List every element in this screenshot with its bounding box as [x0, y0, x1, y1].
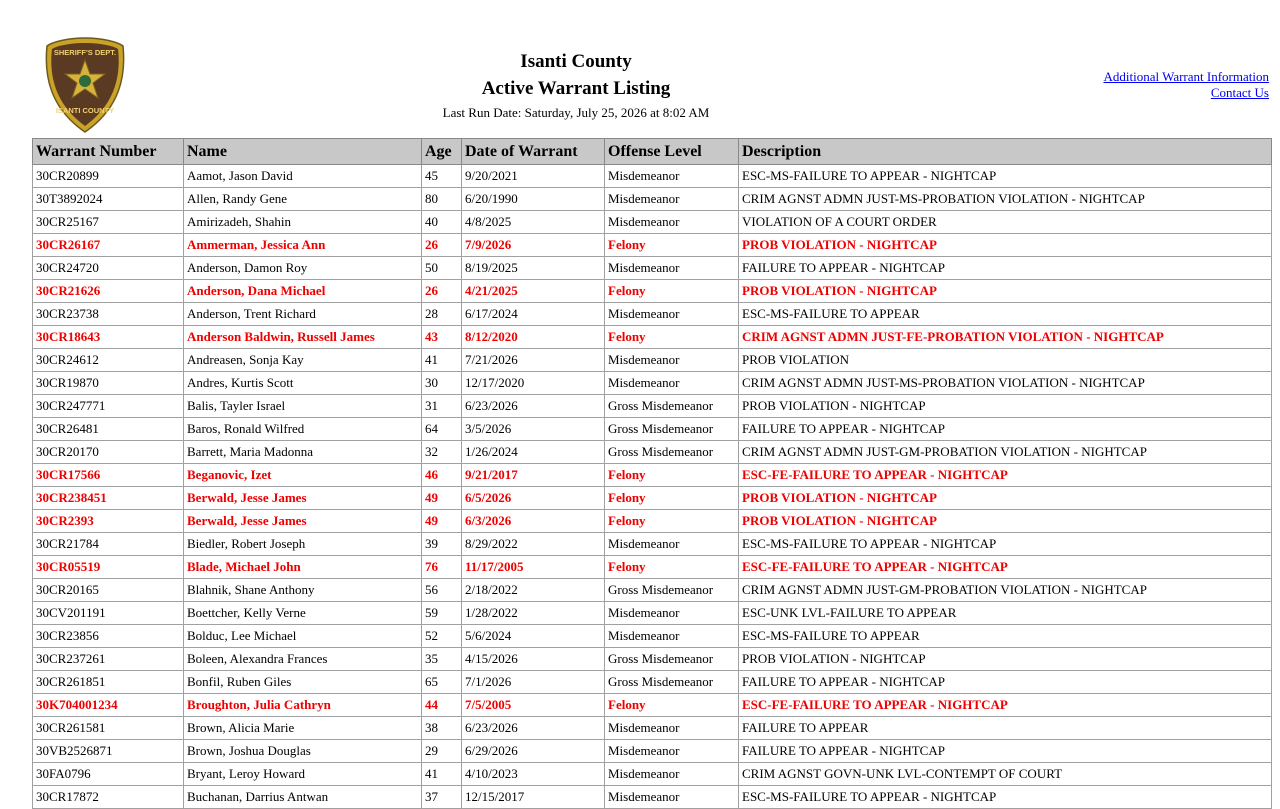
warrant-number-cell: 30CR25167 [33, 211, 184, 234]
offense-level-cell: Felony [605, 280, 739, 303]
additional-warrant-info-link[interactable]: Additional Warrant Information [1103, 69, 1269, 84]
warrant-number-cell: 30CV201191 [33, 602, 184, 625]
warrant-number-cell: 30CR247771 [33, 395, 184, 418]
description-cell: ESC-MS-FAILURE TO APPEAR - NIGHTCAP [739, 533, 1272, 556]
date-of-warrant-cell: 4/10/2023 [462, 763, 605, 786]
offense-level-cell: Gross Misdemeanor [605, 579, 739, 602]
offense-level-cell: Misdemeanor [605, 786, 739, 809]
offense-level-cell: Gross Misdemeanor [605, 671, 739, 694]
name-cell: Anderson Baldwin, Russell James [184, 326, 422, 349]
warrant-number-cell: 30CR18643 [33, 326, 184, 349]
offense-level-cell: Misdemeanor [605, 257, 739, 280]
column-header-date-of-warrant: Date of Warrant [462, 139, 605, 165]
description-cell: FAILURE TO APPEAR [739, 717, 1272, 740]
offense-level-cell: Felony [605, 234, 739, 257]
offense-level-cell: Felony [605, 556, 739, 579]
date-of-warrant-cell: 8/12/2020 [462, 326, 605, 349]
name-cell: Allen, Randy Gene [184, 188, 422, 211]
date-of-warrant-cell: 12/15/2017 [462, 786, 605, 809]
name-cell: Boleen, Alexandra Frances [184, 648, 422, 671]
column-header-name: Name [184, 139, 422, 165]
name-cell: Broughton, Julia Cathryn [184, 694, 422, 717]
header-links [1103, 69, 1269, 101]
offense-level-cell: Misdemeanor [605, 372, 739, 395]
description-cell: FAILURE TO APPEAR - NIGHTCAP [739, 671, 1272, 694]
description-cell: CRIM AGNST GOVN-UNK LVL-CONTEMPT OF COURT [739, 763, 1272, 786]
age-cell: 49 [422, 510, 462, 533]
name-cell: Brown, Alicia Marie [184, 717, 422, 740]
offense-level-cell: Misdemeanor [605, 740, 739, 763]
description-cell: ESC-FE-FAILURE TO APPEAR - NIGHTCAP [739, 464, 1272, 487]
table-row [33, 487, 1272, 510]
table-row [33, 280, 1272, 303]
description-cell: PROB VIOLATION - NIGHTCAP [739, 234, 1272, 257]
age-cell: 41 [422, 349, 462, 372]
offense-level-cell: Misdemeanor [605, 717, 739, 740]
name-cell: Bolduc, Lee Michael [184, 625, 422, 648]
offense-level-cell: Gross Misdemeanor [605, 418, 739, 441]
offense-level-cell: Gross Misdemeanor [605, 648, 739, 671]
page-title: Active Warrant Listing [481, 78, 671, 99]
svg-text:SHERIFF'S DEPT.: SHERIFF'S DEPT. [53, 48, 117, 57]
name-cell: Buchanan, Darrius Antwan [184, 786, 422, 809]
warrant-number-cell: 30CR261581 [33, 717, 184, 740]
description-cell: ESC-MS-FAILURE TO APPEAR - NIGHTCAP [739, 165, 1272, 188]
date-of-warrant-cell: 6/23/2026 [462, 717, 605, 740]
table-row [33, 441, 1272, 464]
warrant-number-cell: 30CR237261 [33, 648, 184, 671]
table-row [33, 556, 1272, 579]
description-cell: PROB VIOLATION - NIGHTCAP [739, 487, 1272, 510]
offense-level-cell: Misdemeanor [605, 533, 739, 556]
age-cell: 37 [422, 786, 462, 809]
offense-level-cell: Misdemeanor [605, 625, 739, 648]
offense-level-cell: Felony [605, 487, 739, 510]
table-row [33, 211, 1272, 234]
offense-level-cell: Felony [605, 694, 739, 717]
table-row [33, 326, 1272, 349]
name-cell: Anderson, Dana Michael [184, 280, 422, 303]
offense-level-cell: Misdemeanor [605, 165, 739, 188]
name-cell: Amirizadeh, Shahin [184, 211, 422, 234]
description-cell: PROB VIOLATION - NIGHTCAP [739, 648, 1272, 671]
offense-level-cell: Felony [605, 510, 739, 533]
table-row [33, 303, 1272, 326]
date-of-warrant-cell: 3/5/2026 [462, 418, 605, 441]
table-row [33, 671, 1272, 694]
offense-level-cell: Felony [605, 464, 739, 487]
description-cell: CRIM AGNST ADMN JUST-GM-PROBATION VIOLATION - NIGHTCAP [739, 579, 1272, 602]
name-cell: Brown, Joshua Douglas [184, 740, 422, 763]
table-row [33, 602, 1272, 625]
name-cell: Boettcher, Kelly Verne [184, 602, 422, 625]
contact-us-link[interactable]: Contact Us [1210, 85, 1269, 100]
name-cell: Bryant, Leroy Howard [184, 763, 422, 786]
warrant-number-cell: 30K704001234 [33, 694, 184, 717]
table-row [33, 533, 1272, 556]
age-cell: 64 [422, 418, 462, 441]
date-of-warrant-cell: 9/21/2017 [462, 464, 605, 487]
warrant-number-cell: 30CR21626 [33, 280, 184, 303]
age-cell: 35 [422, 648, 462, 671]
age-cell: 50 [422, 257, 462, 280]
table-row [33, 717, 1272, 740]
description-cell: PROB VIOLATION - NIGHTCAP [739, 280, 1272, 303]
warrant-number-cell: 30CR05519 [33, 556, 184, 579]
offense-level-cell: Misdemeanor [605, 211, 739, 234]
age-cell: 45 [422, 165, 462, 188]
table-row [33, 165, 1272, 188]
age-cell: 29 [422, 740, 462, 763]
warrant-number-cell: 30CR20170 [33, 441, 184, 464]
offense-level-cell: Misdemeanor [605, 763, 739, 786]
table-row [33, 786, 1272, 809]
date-of-warrant-cell: 6/17/2024 [462, 303, 605, 326]
description-cell: CRIM AGNST ADMN JUST-MS-PROBATION VIOLATION - NIGHTCAP [739, 372, 1272, 395]
description-cell: CRIM AGNST ADMN JUST-GM-PROBATION VIOLATION - NIGHTCAP [739, 441, 1272, 464]
date-of-warrant-cell: 1/28/2022 [462, 602, 605, 625]
date-of-warrant-cell: 9/20/2021 [462, 165, 605, 188]
date-of-warrant-cell: 12/17/2020 [462, 372, 605, 395]
date-of-warrant-cell: 7/5/2005 [462, 694, 605, 717]
date-of-warrant-cell: 6/3/2026 [462, 510, 605, 533]
description-cell: ESC-MS-FAILURE TO APPEAR - NIGHTCAP [739, 786, 1272, 809]
table-row [33, 763, 1272, 786]
warrant-number-cell: 30CR24612 [33, 349, 184, 372]
date-of-warrant-cell: 4/21/2025 [462, 280, 605, 303]
age-cell: 80 [422, 188, 462, 211]
warrant-number-cell: 30CR20165 [33, 579, 184, 602]
name-cell: Biedler, Robert Joseph [184, 533, 422, 556]
name-cell: Andreasen, Sonja Kay [184, 349, 422, 372]
age-cell: 43 [422, 326, 462, 349]
description-cell: ESC-FE-FAILURE TO APPEAR - NIGHTCAP [739, 556, 1272, 579]
offense-level-cell: Misdemeanor [605, 303, 739, 326]
table-row [33, 395, 1272, 418]
age-cell: 26 [422, 280, 462, 303]
page-header [0, 50, 1152, 122]
name-cell: Beganovic, Izet [184, 464, 422, 487]
age-cell: 59 [422, 602, 462, 625]
column-header-offense-level: Offense Level [605, 139, 739, 165]
age-cell: 28 [422, 303, 462, 326]
name-cell: Blade, Michael John [184, 556, 422, 579]
name-cell: Bonfil, Ruben Giles [184, 671, 422, 694]
warrant-table [32, 138, 1272, 809]
name-cell: Andres, Kurtis Scott [184, 372, 422, 395]
table-row [33, 625, 1272, 648]
age-cell: 52 [422, 625, 462, 648]
warrant-number-cell: 30T3892024 [33, 188, 184, 211]
description-cell: ESC-MS-FAILURE TO APPEAR [739, 625, 1272, 648]
age-cell: 46 [422, 464, 462, 487]
age-cell: 30 [422, 372, 462, 395]
description-cell: VIOLATION OF A COURT ORDER [739, 211, 1272, 234]
table-row [33, 579, 1272, 602]
warrant-number-cell: 30CR24720 [33, 257, 184, 280]
last-run-date: Last Run Date: Saturday, July 25, 2026 at 8:02 AM [442, 105, 710, 120]
date-of-warrant-cell: 7/1/2026 [462, 671, 605, 694]
age-cell: 41 [422, 763, 462, 786]
warrant-number-cell: 30CR23738 [33, 303, 184, 326]
table-row [33, 188, 1272, 211]
column-header-description: Description [739, 139, 1272, 165]
description-cell: PROB VIOLATION [739, 349, 1272, 372]
description-cell: FAILURE TO APPEAR - NIGHTCAP [739, 740, 1272, 763]
age-cell: 32 [422, 441, 462, 464]
warrant-number-cell: 30CR20899 [33, 165, 184, 188]
warrant-number-cell: 30CR21784 [33, 533, 184, 556]
name-cell: Ammerman, Jessica Ann [184, 234, 422, 257]
name-cell: Berwald, Jesse James [184, 487, 422, 510]
date-of-warrant-cell: 7/21/2026 [462, 349, 605, 372]
table-row [33, 372, 1272, 395]
date-of-warrant-cell: 4/8/2025 [462, 211, 605, 234]
name-cell: Barrett, Maria Madonna [184, 441, 422, 464]
table-row [33, 510, 1272, 533]
warrant-number-cell: 30CR261851 [33, 671, 184, 694]
date-of-warrant-cell: 6/29/2026 [462, 740, 605, 763]
date-of-warrant-cell: 4/15/2026 [462, 648, 605, 671]
age-cell: 56 [422, 579, 462, 602]
warrant-number-cell: 30CR17566 [33, 464, 184, 487]
description-cell: ESC-MS-FAILURE TO APPEAR [739, 303, 1272, 326]
description-cell: CRIM AGNST ADMN JUST-FE-PROBATION VIOLATION - NIGHTCAP [739, 326, 1272, 349]
table-row [33, 464, 1272, 487]
table-row [33, 349, 1272, 372]
offense-level-cell: Misdemeanor [605, 349, 739, 372]
date-of-warrant-cell: 7/9/2026 [462, 234, 605, 257]
name-cell: Balis, Tayler Israel [184, 395, 422, 418]
column-header-warrant-number: Warrant Number [33, 139, 184, 165]
warrant-table-body [33, 165, 1272, 809]
date-of-warrant-cell: 6/5/2026 [462, 487, 605, 510]
table-row [33, 694, 1272, 717]
table-header-row [33, 139, 1272, 165]
table-row [33, 740, 1272, 763]
offense-level-cell: Gross Misdemeanor [605, 395, 739, 418]
offense-level-cell: Felony [605, 326, 739, 349]
description-cell: PROB VIOLATION - NIGHTCAP [739, 395, 1272, 418]
offense-level-cell: Misdemeanor [605, 188, 739, 211]
name-cell: Baros, Ronald Wilfred [184, 418, 422, 441]
date-of-warrant-cell: 5/6/2024 [462, 625, 605, 648]
table-row [33, 648, 1272, 671]
warrant-number-cell: 30CR17872 [33, 786, 184, 809]
table-row [33, 418, 1272, 441]
warrant-number-cell: 30CR26167 [33, 234, 184, 257]
offense-level-cell: Gross Misdemeanor [605, 441, 739, 464]
date-of-warrant-cell: 1/26/2024 [462, 441, 605, 464]
description-cell: ESC-UNK LVL-FAILURE TO APPEAR [739, 602, 1272, 625]
warrant-number-cell: 30CR19870 [33, 372, 184, 395]
column-header-age: Age [422, 139, 462, 165]
description-cell: ESC-FE-FAILURE TO APPEAR - NIGHTCAP [739, 694, 1272, 717]
date-of-warrant-cell: 8/29/2022 [462, 533, 605, 556]
date-of-warrant-cell: 11/17/2005 [462, 556, 605, 579]
age-cell: 65 [422, 671, 462, 694]
name-cell: Anderson, Trent Richard [184, 303, 422, 326]
age-cell: 49 [422, 487, 462, 510]
name-cell: Aamot, Jason David [184, 165, 422, 188]
table-row [33, 234, 1272, 257]
age-cell: 40 [422, 211, 462, 234]
warrant-number-cell: 30CR238451 [33, 487, 184, 510]
date-of-warrant-cell: 2/18/2022 [462, 579, 605, 602]
name-cell: Anderson, Damon Roy [184, 257, 422, 280]
description-cell: CRIM AGNST ADMN JUST-MS-PROBATION VIOLATION - NIGHTCAP [739, 188, 1272, 211]
age-cell: 26 [422, 234, 462, 257]
warrant-number-cell: 30VB2526871 [33, 740, 184, 763]
warrant-number-cell: 30CR26481 [33, 418, 184, 441]
svg-text:ISANTI COUNTY: ISANTI COUNTY [55, 106, 115, 115]
name-cell: Berwald, Jesse James [184, 510, 422, 533]
name-cell: Blahnik, Shane Anthony [184, 579, 422, 602]
date-of-warrant-cell: 8/19/2025 [462, 257, 605, 280]
description-cell: FAILURE TO APPEAR - NIGHTCAP [739, 257, 1272, 280]
date-of-warrant-cell: 6/20/1990 [462, 188, 605, 211]
description-cell: PROB VIOLATION - NIGHTCAP [739, 510, 1272, 533]
age-cell: 38 [422, 717, 462, 740]
table-row [33, 257, 1272, 280]
age-cell: 31 [422, 395, 462, 418]
date-of-warrant-cell: 6/23/2026 [462, 395, 605, 418]
warrant-number-cell: 30CR23856 [33, 625, 184, 648]
county-title: Isanti County [520, 51, 632, 72]
age-cell: 76 [422, 556, 462, 579]
description-cell: FAILURE TO APPEAR - NIGHTCAP [739, 418, 1272, 441]
age-cell: 39 [422, 533, 462, 556]
warrant-number-cell: 30CR2393 [33, 510, 184, 533]
offense-level-cell: Misdemeanor [605, 602, 739, 625]
warrant-number-cell: 30FA0796 [33, 763, 184, 786]
age-cell: 44 [422, 694, 462, 717]
